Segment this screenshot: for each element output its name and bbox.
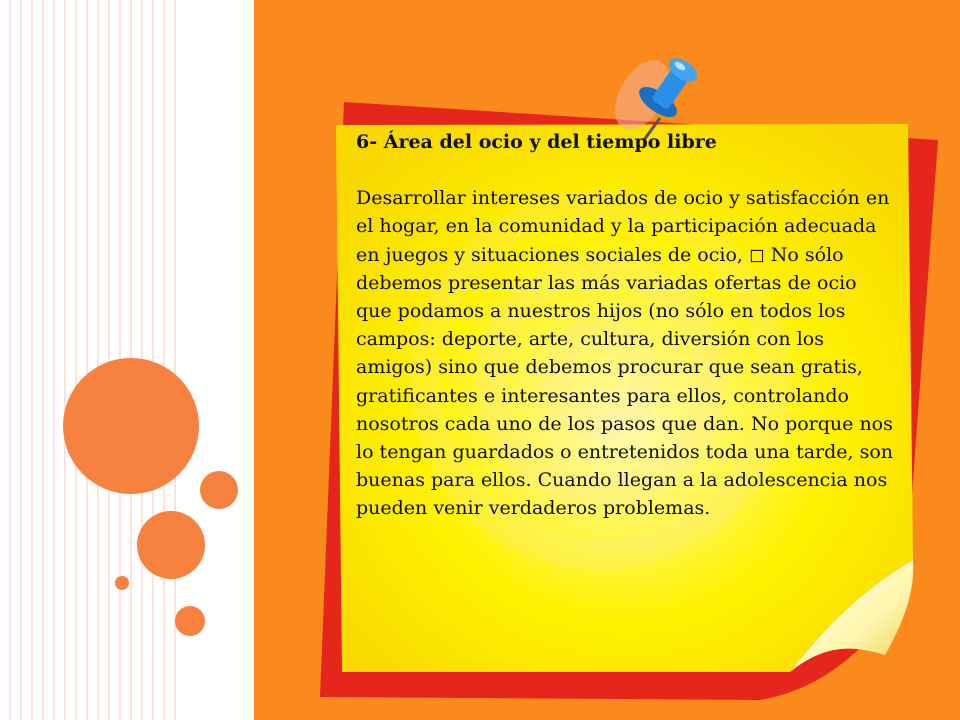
slide-body: Desarrollar intereses variados de ocio y satisfacción en el hogar, en la comunidad y la participación adecuada en juegos y situaciones sociales de ocio, ◻ No sólo debemos presentar las más variadas ofertas de ocio que podamos a nuestros hijos (no sólo en todos los campos: deporte, arte, cultura, diversión con los amigos) sino que debemos procurar que sean gratis, gratificantes e interesantes para ellos, controlando nosotros cada uno de los pasos que dan. No porque nos lo tengan guardados o entretenidos toda una tarde, son buenas para ellos. Cuando llegan a la adolescencia nos pueden venir verdaderos problemas. xyxy=(356,187,894,520)
note-content xyxy=(356,128,896,523)
slide-title: 6- Área del ocio y del tiempo libre xyxy=(356,131,717,153)
